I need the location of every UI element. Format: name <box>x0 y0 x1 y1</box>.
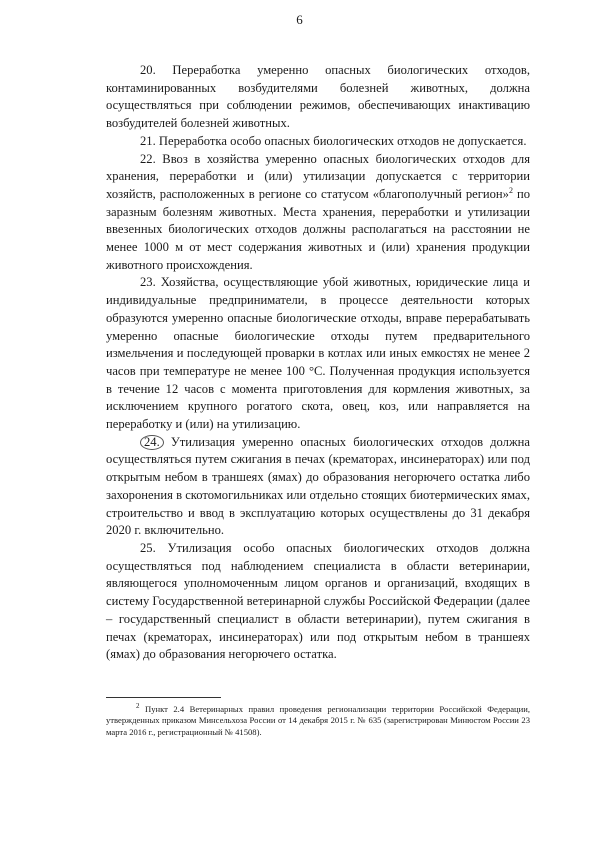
paragraph-text: Утилизация умеренно опасных биологических отходов должна осуществляться путем сжигания в печах (крематорах, инсинераторах) или под открытым небом в траншеях (ямах) до образования негорючего остатка либо захоронения в скотомогильниках или отдельно стоящих биотермических ямах, строительство и ввод в эксплуатацию которых осуществлены до 31 декабря 2020 г. включительно. <box>106 434 530 538</box>
document-body <box>106 62 530 664</box>
paragraph-23 <box>106 274 530 433</box>
paragraph-number: 20. <box>140 63 156 77</box>
footnote-divider <box>106 697 221 698</box>
footnote-mark: 2 <box>136 702 140 711</box>
paragraph-text: Хозяйства, осуществляющие убой животных, юридические лица и индивидуальные предприниматели, в процессе деятельности которых образуются умеренно опасные биологические отходы, вправе перерабатывать умеренно опасные биологические отходы путем предварительного измельчения и последующей проварки в котлах или иных емкостях не менее 2 часов при температуре не менее 100 °С. Полученная продукция используется в течение 12 часов с момента приготовления для кормления животных, за исключением крупного рогатого скота, овец, коз, или направляется на переработку и (или) на утилизацию. <box>106 275 530 432</box>
paragraph-number: 25. <box>140 540 156 555</box>
paragraph-25 <box>106 540 530 664</box>
paragraph-24 <box>106 434 530 540</box>
footnote-reference: 2 <box>508 185 513 195</box>
footnote <box>106 704 530 738</box>
paragraph-number: 23. <box>140 275 156 290</box>
paragraph-text: Ввоз в хозяйства умеренно опасных биологических отходов для хранения, переработки и (или) утилизации допускается с территории хозяйств, расположенных в регионе со статусом «благополучный регион» <box>106 151 530 201</box>
paragraph-text: Переработка умеренно опасных биологических отходов, контаминированных возбудителями болезней животных, должна осуществляться при соблюдении режимов, обеспечивающих инактивацию возбудителей болезней животных. <box>106 63 531 131</box>
paragraph-text: Переработка особо опасных биологических отходов не допускается. <box>158 133 527 148</box>
page-number: 6 <box>296 12 303 27</box>
paragraph-21 <box>106 133 530 151</box>
paragraph-number: 22. <box>140 151 156 166</box>
paragraph-number: 21. <box>140 133 156 148</box>
circled-paragraph-number: 24. <box>140 435 164 450</box>
paragraph-text-continued: по заразным болезням животных. Места хранения, переработки и утилизации ввезенных биологических отходов должны располагаться на расстоянии не менее 1000 м от мест содержания животных и (или) хранения продукции животного происхождения. <box>106 186 530 272</box>
paragraph-text: Утилизация особо опасных биологических отходов должна осуществляться под наблюдением специалиста в области ветеринарии, являющегося уполномоченным лицом органов и организаций, входящих в систему Государственной ветеринарной службы Российской Федерации (далее – государственный специалист в области ветеринарии), путем сжигания в печах (крематорах, инсинераторах) или под открытым небом в траншеях (ямах) до образования негорючего остатка. <box>106 540 530 662</box>
paragraph-22 <box>106 151 530 275</box>
footnote-text: Пункт 2.4 Ветеринарных правил проведения регионализации территории Российской Федерации, утвержденных приказом Минсельхоза России от 14 декабря 2015 г. № 635 (зарегистрирован Минюстом России 23 марта 2016 г., регистрационный № 41508). <box>106 704 530 737</box>
paragraph-20 <box>106 62 530 133</box>
